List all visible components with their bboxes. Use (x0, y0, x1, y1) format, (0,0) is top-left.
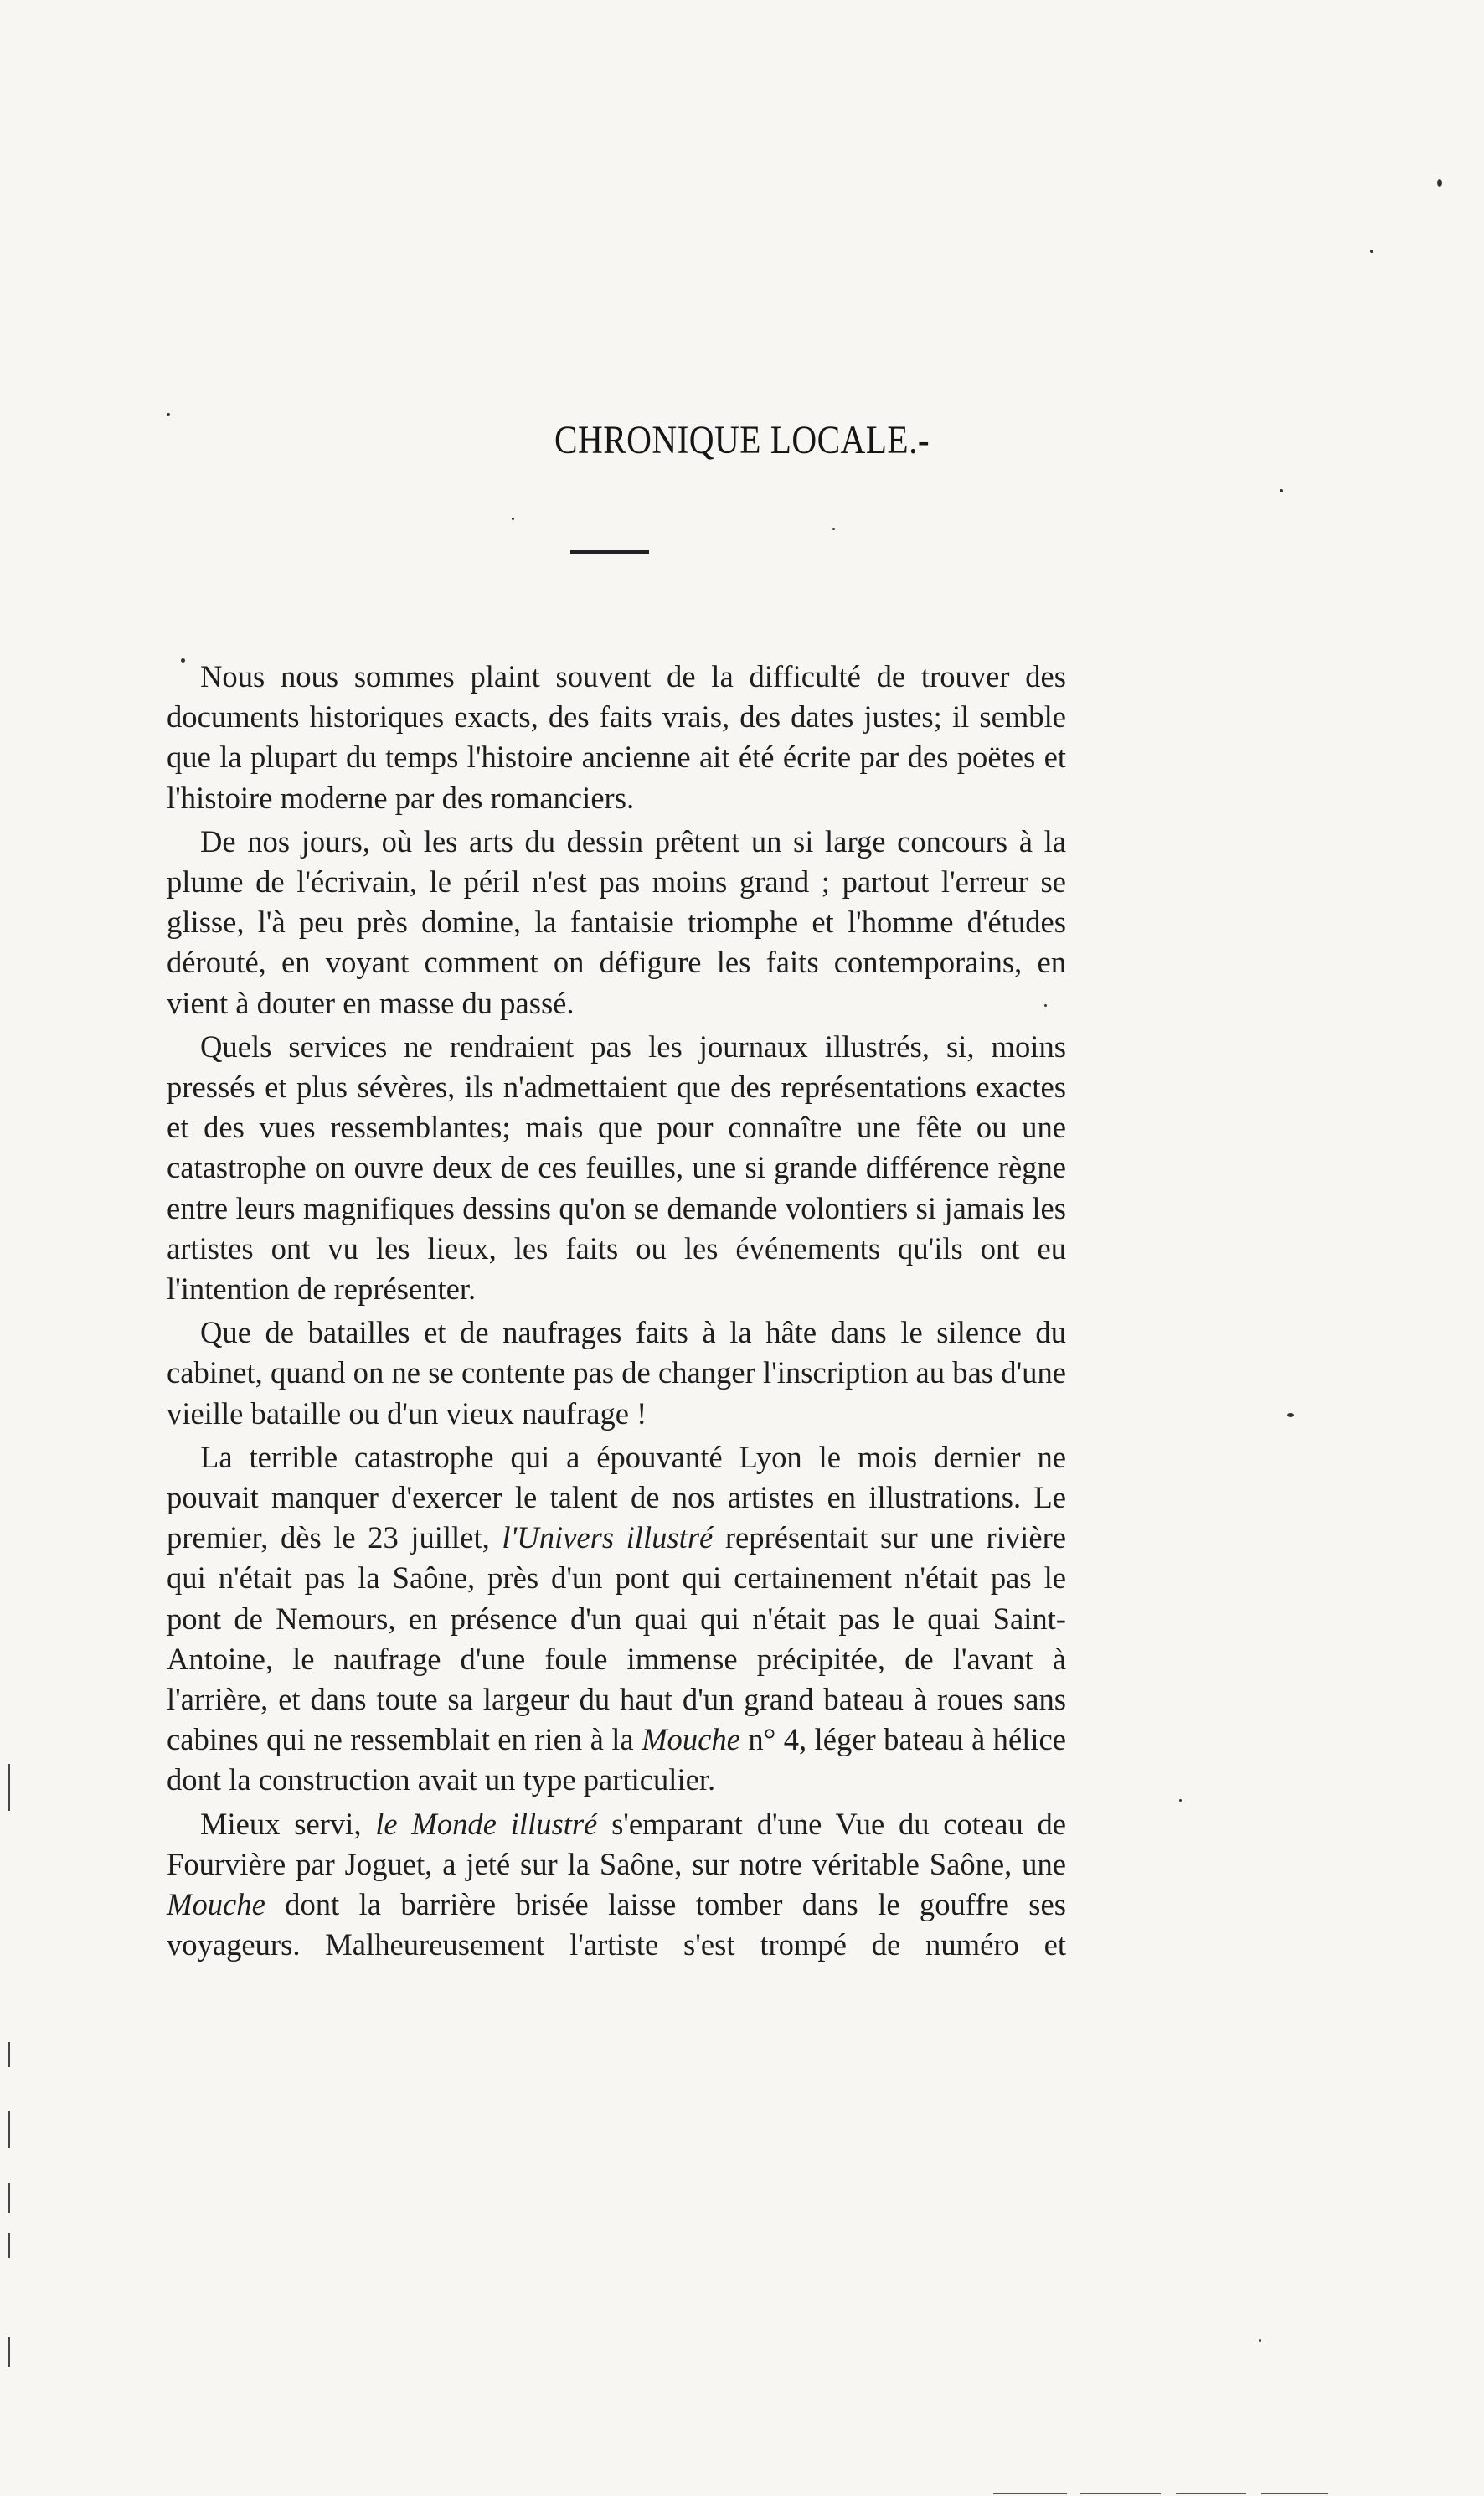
italic-title: l'Univers illustré (502, 1520, 714, 1555)
scan-speck (1287, 1413, 1294, 1417)
paragraph (167, 1804, 1066, 1966)
page-title: CHRONIQUE LOCALE.- (554, 418, 930, 462)
text-run: La terrible catastrophe qui a épouvanté Lyon le mois dernier ne pouvait manquer d'exercer le talent de nos artistes en illustrations. Le premier, dès le 23 juillet, (167, 1439, 1066, 1555)
bottom-dash (1080, 2493, 1161, 2494)
bottom-dash (993, 2493, 1067, 2494)
scan-speck (167, 413, 170, 416)
scan-speck (512, 518, 514, 520)
paragraph (167, 1437, 1066, 1801)
text-run: Mieux servi, (200, 1806, 376, 1841)
text-run: s'emparant d'une Vue du coteau de Fourvière par Joguet, a jeté sur la Saône, sur notre véritable Saône, une (167, 1806, 1066, 1881)
margin-mark (8, 2111, 10, 2148)
scan-speck (832, 528, 835, 530)
text-run: dont la barrière brisée laisse tomber dans le gouffre ses voyageurs. Malheureusement l'artiste s'est trompé de numéro et (167, 1887, 1066, 1962)
margin-mark (8, 2183, 10, 2213)
italic-title: Mouche (642, 1722, 740, 1757)
paragraph (167, 1312, 1066, 1434)
scan-speck (1179, 1799, 1182, 1802)
text-run: Quels services ne rendraient pas les journaux illustrés, si, moins pressés et plus sévères, ils n'admettaient que des représentations exactes et des vues ressemblantes; mais que pour connaître une fête ou une catastrophe on ouvre deux de ces feuilles, une si grande différence règne entre leurs magnifiques dessins qu'on se demande volontiers si jamais les artistes ont vu les lieux, les faits ou les événements qu'ils ont eu l'intention de représenter. (167, 1029, 1066, 1307)
paragraph (167, 1027, 1066, 1309)
scan-speck (1370, 250, 1373, 253)
scan-speck (1280, 489, 1283, 492)
bottom-dash (1176, 2493, 1246, 2494)
margin-mark (8, 1764, 10, 1811)
margin-mark (8, 2337, 10, 2367)
text-run: De nos jours, où les arts du dessin prêtent un si large concours à la plume de l'écrivain, le péril n'est pas moins grand ; partout l'erreur se glisse, l'à peu près domine, la fantaisie triomphe et l'homme d'études dérouté, en voyant comment on défigure les faits contemporains, en vient à douter en masse du passé. (167, 823, 1066, 1020)
margin-mark (8, 2233, 10, 2258)
article-body (167, 657, 1066, 1969)
bottom-dash (1261, 2493, 1328, 2494)
paragraph (167, 822, 1066, 1024)
text-run: représentait sur une rivière qui n'était pas la Saône, près d'un pont qui certainement n'était pas le pont de Nemours, en présence d'un quai qui n'était pas le quai Saint-Antoine, le naufrage d'une foule immense précipitée, de l'avant à l'arrière, et dans toute sa largeur du haut d'un grand bateau à roues sans cabines qui ne ressemblait en rien à la (167, 1520, 1066, 1757)
italic-title: Mouche (167, 1887, 265, 1922)
scan-speck (1259, 2339, 1261, 2342)
italic-title: le Monde illustré (375, 1806, 598, 1841)
scan-speck (1044, 1004, 1047, 1007)
text-run: Nous nous sommes plaint souvent de la difficulté de trouver des documents historiques exacts, des faits vrais, des dates justes; il semble que la plupart du temps l'histoire ancienne ait été écrite par des poëtes et l'histoire moderne par des romanciers. (167, 659, 1066, 815)
scan-speck (1437, 179, 1442, 187)
scan-speck (181, 658, 185, 663)
margin-mark (8, 2042, 10, 2067)
text-run: Que de batailles et de naufrages faits à la hâte dans le silence du cabinet, quand on ne se contente pas de changer l'inscription au bas d'une vieille bataille ou d'un vieux naufrage ! (167, 1315, 1066, 1431)
paragraph (167, 657, 1066, 818)
text-run: n° 4, léger bateau à hélice dont la construction avait un type particulier. (167, 1722, 1066, 1797)
title-rule (570, 550, 649, 554)
